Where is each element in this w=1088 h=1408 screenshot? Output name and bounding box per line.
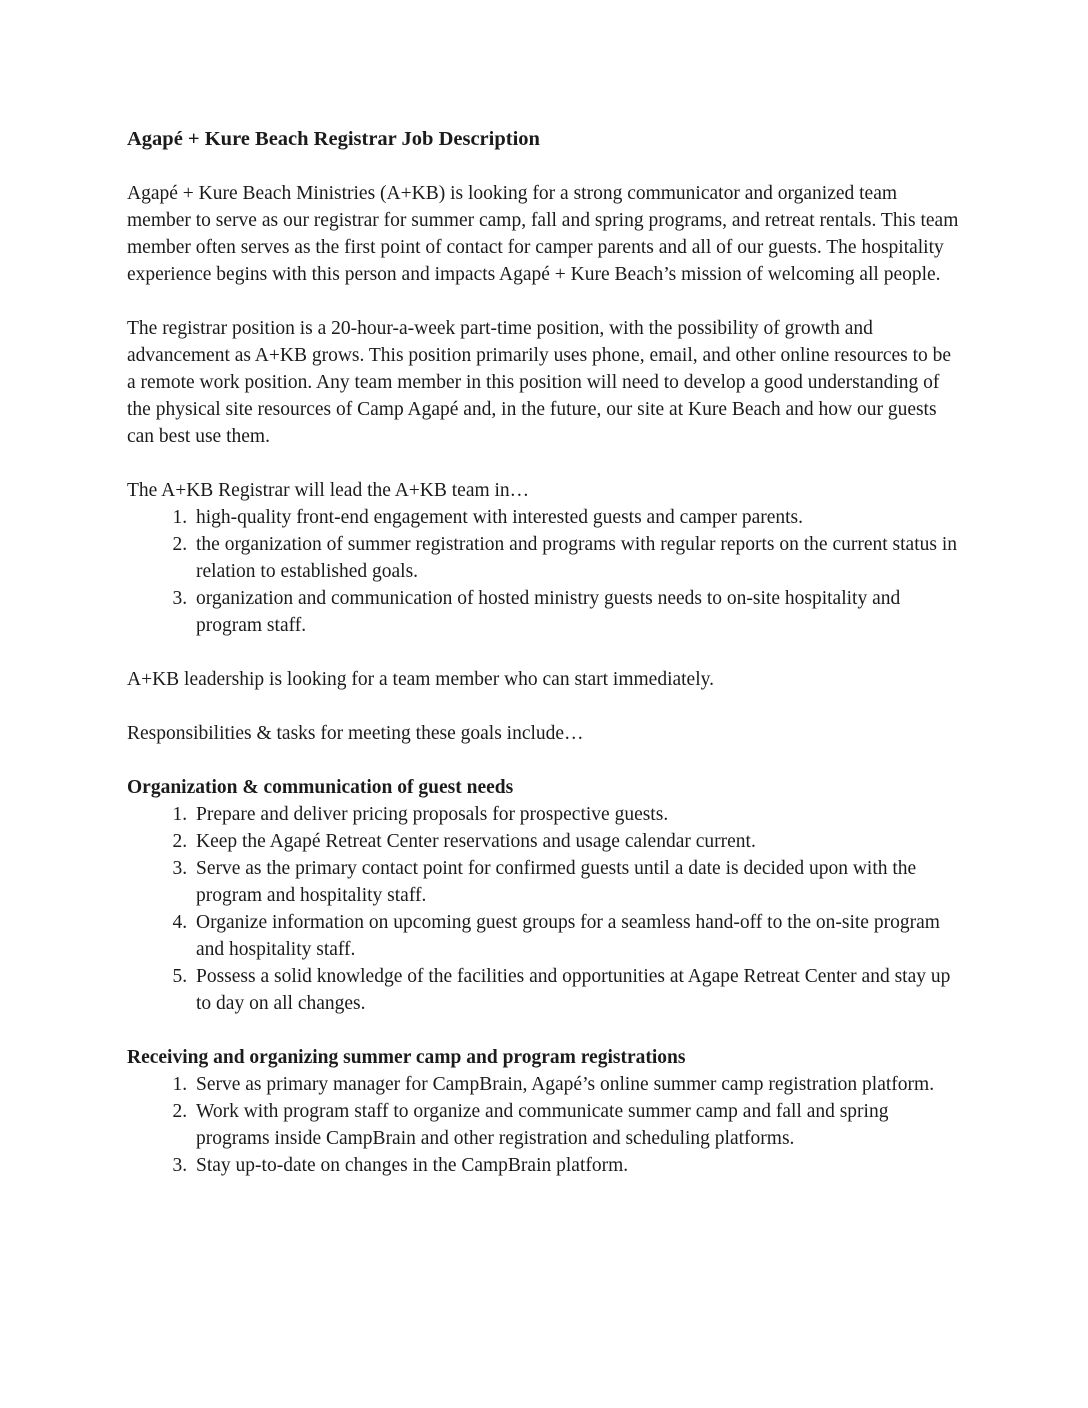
list-item: 2. the organization of summer registration and programs with regular reports on the current status in relation to established goals. [192,531,961,585]
position-paragraph: The registrar position is a 20-hour-a-week part-time position, with the possibility of growth and advancement as A+KB grows. This position primarily uses phone, email, and other online resources to be a remote work position. Any team member in this position will need to develop a good understanding of the physical site resources of Camp Agapé and, in the future, our site at Kure Beach and how our guests can best use them. [127,318,952,447]
list-item: 5. Possess a solid knowledge of the facilities and opportunities at Agape Retreat Center and stay up to day on all changes. [192,963,961,1017]
list-item: 3. Serve as the primary contact point for confirmed guests until a date is decided upon with the program and hospitality staff. [192,855,961,909]
list-item: 3. Stay up-to-date on changes in the CampBrain platform. [192,1152,961,1179]
lead-intro: The A+KB Registrar will lead the A+KB team in… [127,480,530,501]
list-item: 1. Prepare and deliver pricing proposals for prospective guests. [192,801,961,828]
document-title: Agapé + Kure Beach Registrar Job Description [127,128,540,150]
section-heading-guest-needs: Organization & communication of guest needs [127,777,514,798]
list-item: 2. Keep the Agapé Retreat Center reservations and usage calendar current. [192,828,961,855]
leadership-paragraph: A+KB leadership is looking for a team member who can start immediately. [127,669,714,690]
intro-paragraph: Agapé + Kure Beach Ministries (A+KB) is looking for a strong communicator and organized team member to serve as our registrar for summer camp, fall and spring programs, and retreat rentals. This team member often serves as the first point of contact for camper parents and all of our guests. The hospitality experience begins with this person and impacts Agapé + Kure Beach’s mission of welcoming all people. [127,183,959,285]
list-item: 3. organization and communication of hosted ministry guests needs to on-site hospitality and program staff. [192,585,961,639]
lead-list [127,504,961,639]
list-item: 4. Organize information on upcoming guest groups for a seamless hand-off to the on-site program and hospitality staff. [192,909,961,963]
guest-needs-list [127,801,961,1017]
responsibilities-intro: Responsibilities & tasks for meeting these goals include… [127,723,584,744]
list-item: 1. Serve as primary manager for CampBrain, Agapé’s online summer camp registration platform. [192,1071,961,1098]
registrations-list [127,1071,961,1179]
list-item: 2. Work with program staff to organize and communicate summer camp and fall and spring programs inside CampBrain and other registration and scheduling platforms. [192,1098,961,1152]
section-heading-registrations: Receiving and organizing summer camp and program registrations [127,1047,686,1068]
list-item: 1. high-quality front-end engagement with interested guests and camper parents. [192,504,961,531]
